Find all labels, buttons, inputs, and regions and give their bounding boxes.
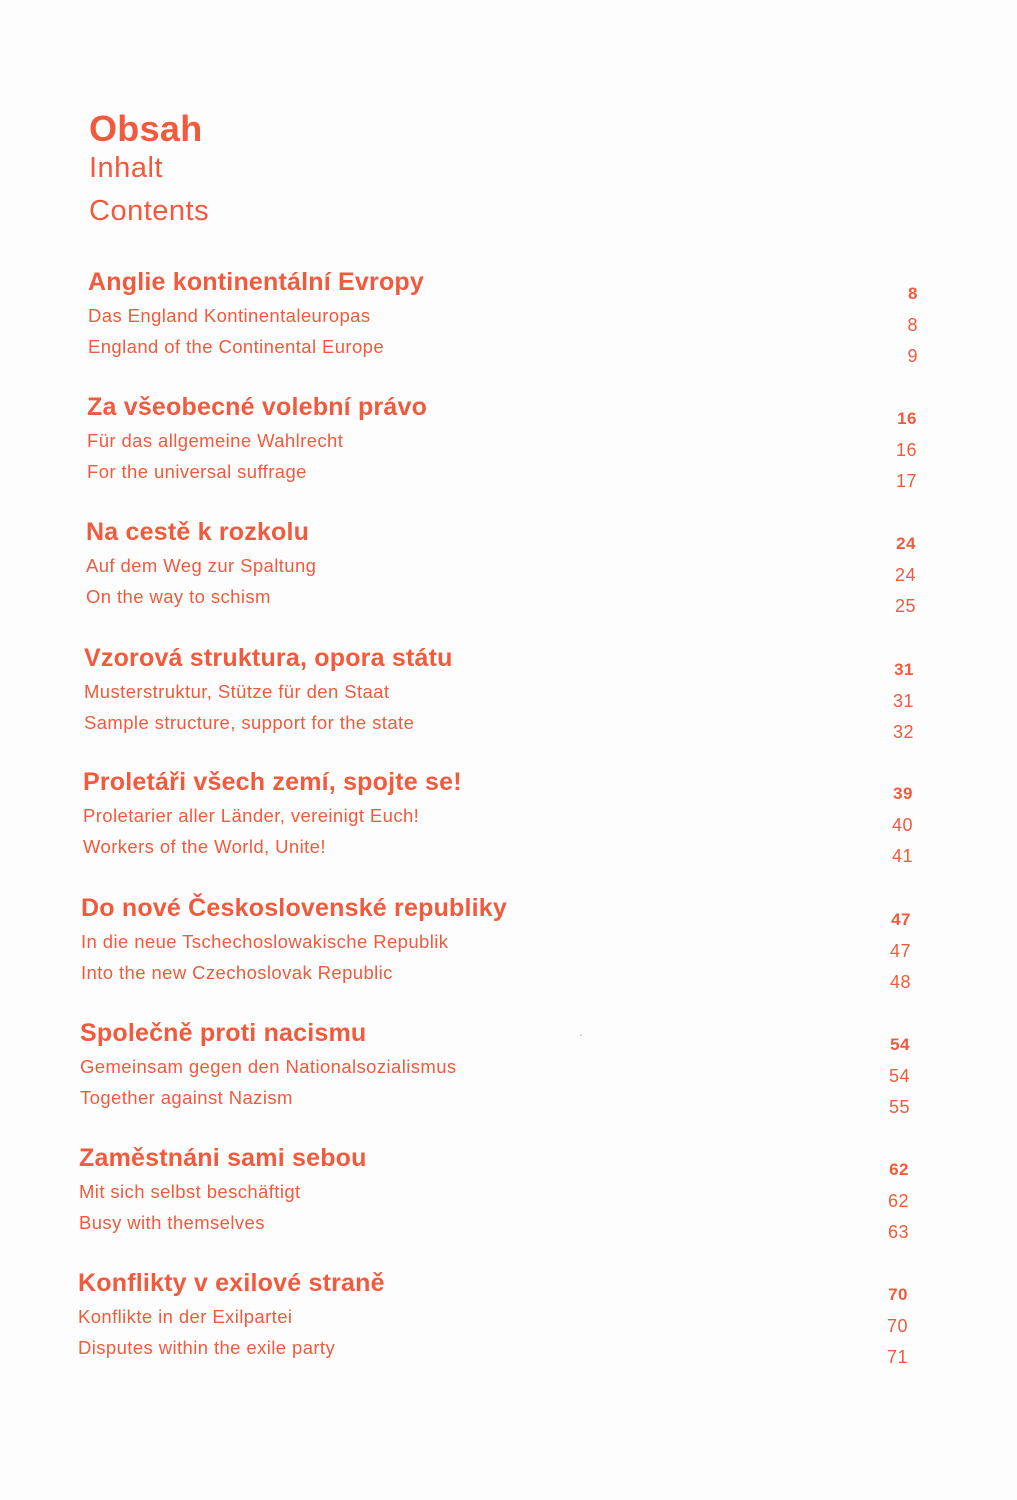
toc-entry-title-cz: Vzorová struktura, opora státu — [84, 644, 453, 672]
toc-entry[interactable] — [80, 1019, 910, 1129]
toc-entry-title-cz: Anglie kontinentální Evropy — [88, 268, 424, 296]
toc-entry-title-cz: Na cestě k rozkolu — [86, 518, 310, 546]
toc-entry-title-de: Auf dem Weg zur Spaltung — [86, 555, 317, 576]
page-number-de: 40 — [891, 815, 913, 835]
page-number-de: 62 — [887, 1191, 909, 1211]
toc-entry-title-en: Workers of the World, Unite! — [83, 836, 326, 857]
toc-entry-title-de: Das England Kontinentaleuropas — [88, 305, 371, 326]
toc-entry-title-en: For the universal suffrage — [87, 461, 307, 482]
page-number-cz: 47 — [891, 910, 911, 929]
toc-entry[interactable] — [84, 644, 914, 754]
toc-entry-title-cz: Zaměstnáni sami sebou — [79, 1144, 367, 1172]
page-number-de: 16 — [895, 440, 917, 460]
page-title-en: Contents — [89, 195, 210, 227]
page-number-cz: 62 — [889, 1160, 909, 1179]
page-number-cz: 54 — [890, 1035, 910, 1054]
page-number-en: 71 — [886, 1347, 908, 1367]
toc-entry-title-de: Proletarier aller Länder, vereinigt Euch! — [83, 805, 420, 826]
page-number-cz: 70 — [888, 1285, 908, 1304]
page-number-en: 25 — [894, 596, 916, 616]
page-number-de: 24 — [894, 565, 916, 585]
toc-entry-title-de: Musterstruktur, Stütze für den Staat — [84, 681, 390, 702]
toc-entry[interactable] — [86, 518, 916, 628]
page-number-de: 47 — [889, 941, 911, 961]
toc-entry[interactable] — [83, 768, 913, 878]
toc-entry-title-de: Für das allgemeine Wahlrecht — [87, 430, 344, 451]
toc-entry[interactable] — [87, 393, 917, 503]
toc-entry-title-de: Gemeinsam gegen den Nationalsozialismus — [80, 1056, 457, 1077]
toc-entry-title-de: In die neue Tschechoslowakische Republik — [81, 931, 449, 952]
toc-entry-title-de: Konflikte in der Exilpartei — [78, 1306, 293, 1327]
toc-entry-title-de: Mit sich selbst beschäftigt — [79, 1181, 301, 1202]
page-number-cz: 31 — [894, 660, 914, 679]
toc-entry-title-cz: Do nové Československé republiky — [81, 894, 508, 922]
toc-entry[interactable] — [78, 1269, 908, 1379]
toc-entry-title-en: Disputes within the exile party — [78, 1337, 336, 1358]
page-title-cz: Obsah — [89, 108, 203, 149]
page-number-de: 54 — [888, 1066, 910, 1086]
toc-entry[interactable] — [79, 1144, 909, 1254]
page-number-en: 55 — [888, 1097, 910, 1117]
paper-speck — [580, 1034, 582, 1036]
page-number-en: 9 — [907, 346, 918, 366]
page-number-en: 32 — [892, 722, 914, 742]
page-number-de: 70 — [886, 1316, 908, 1336]
toc-entry-title-en: Busy with themselves — [79, 1212, 265, 1233]
page-number-de: 31 — [892, 691, 914, 711]
toc-entry-title-en: Sample structure, support for the state — [84, 712, 415, 733]
page-number-en: 41 — [891, 846, 913, 866]
toc-entry-title-en: England of the Continental Europe — [88, 336, 385, 357]
toc-entry[interactable] — [88, 268, 918, 378]
toc-entry-title-cz: Konflikty v exilové straně — [78, 1269, 385, 1297]
toc-entry-title-en: Together against Nazism — [80, 1087, 293, 1108]
toc-entry-title-cz: Společně proti nacismu — [80, 1019, 367, 1047]
page-number-de: 8 — [907, 315, 918, 335]
page-number-en: 48 — [889, 972, 911, 992]
page-number-cz: 24 — [896, 534, 916, 553]
toc-entry-title-cz: Za všeobecné volební právo — [87, 393, 428, 421]
toc-entry[interactable] — [81, 894, 911, 1004]
page-number-en: 63 — [887, 1222, 909, 1242]
page-number-cz: 8 — [908, 284, 918, 303]
toc-entry-title-cz: Proletáři všech zemí, spojte se! — [83, 768, 462, 796]
toc-entry-title-en: Into the new Czechoslovak Republic — [81, 962, 393, 983]
page-title-de: Inhalt — [89, 152, 163, 184]
page-number-cz: 16 — [897, 409, 917, 428]
toc-entry-title-en: On the way to schism — [86, 586, 271, 607]
page-number-cz: 39 — [893, 784, 913, 803]
page-number-en: 17 — [895, 471, 917, 491]
